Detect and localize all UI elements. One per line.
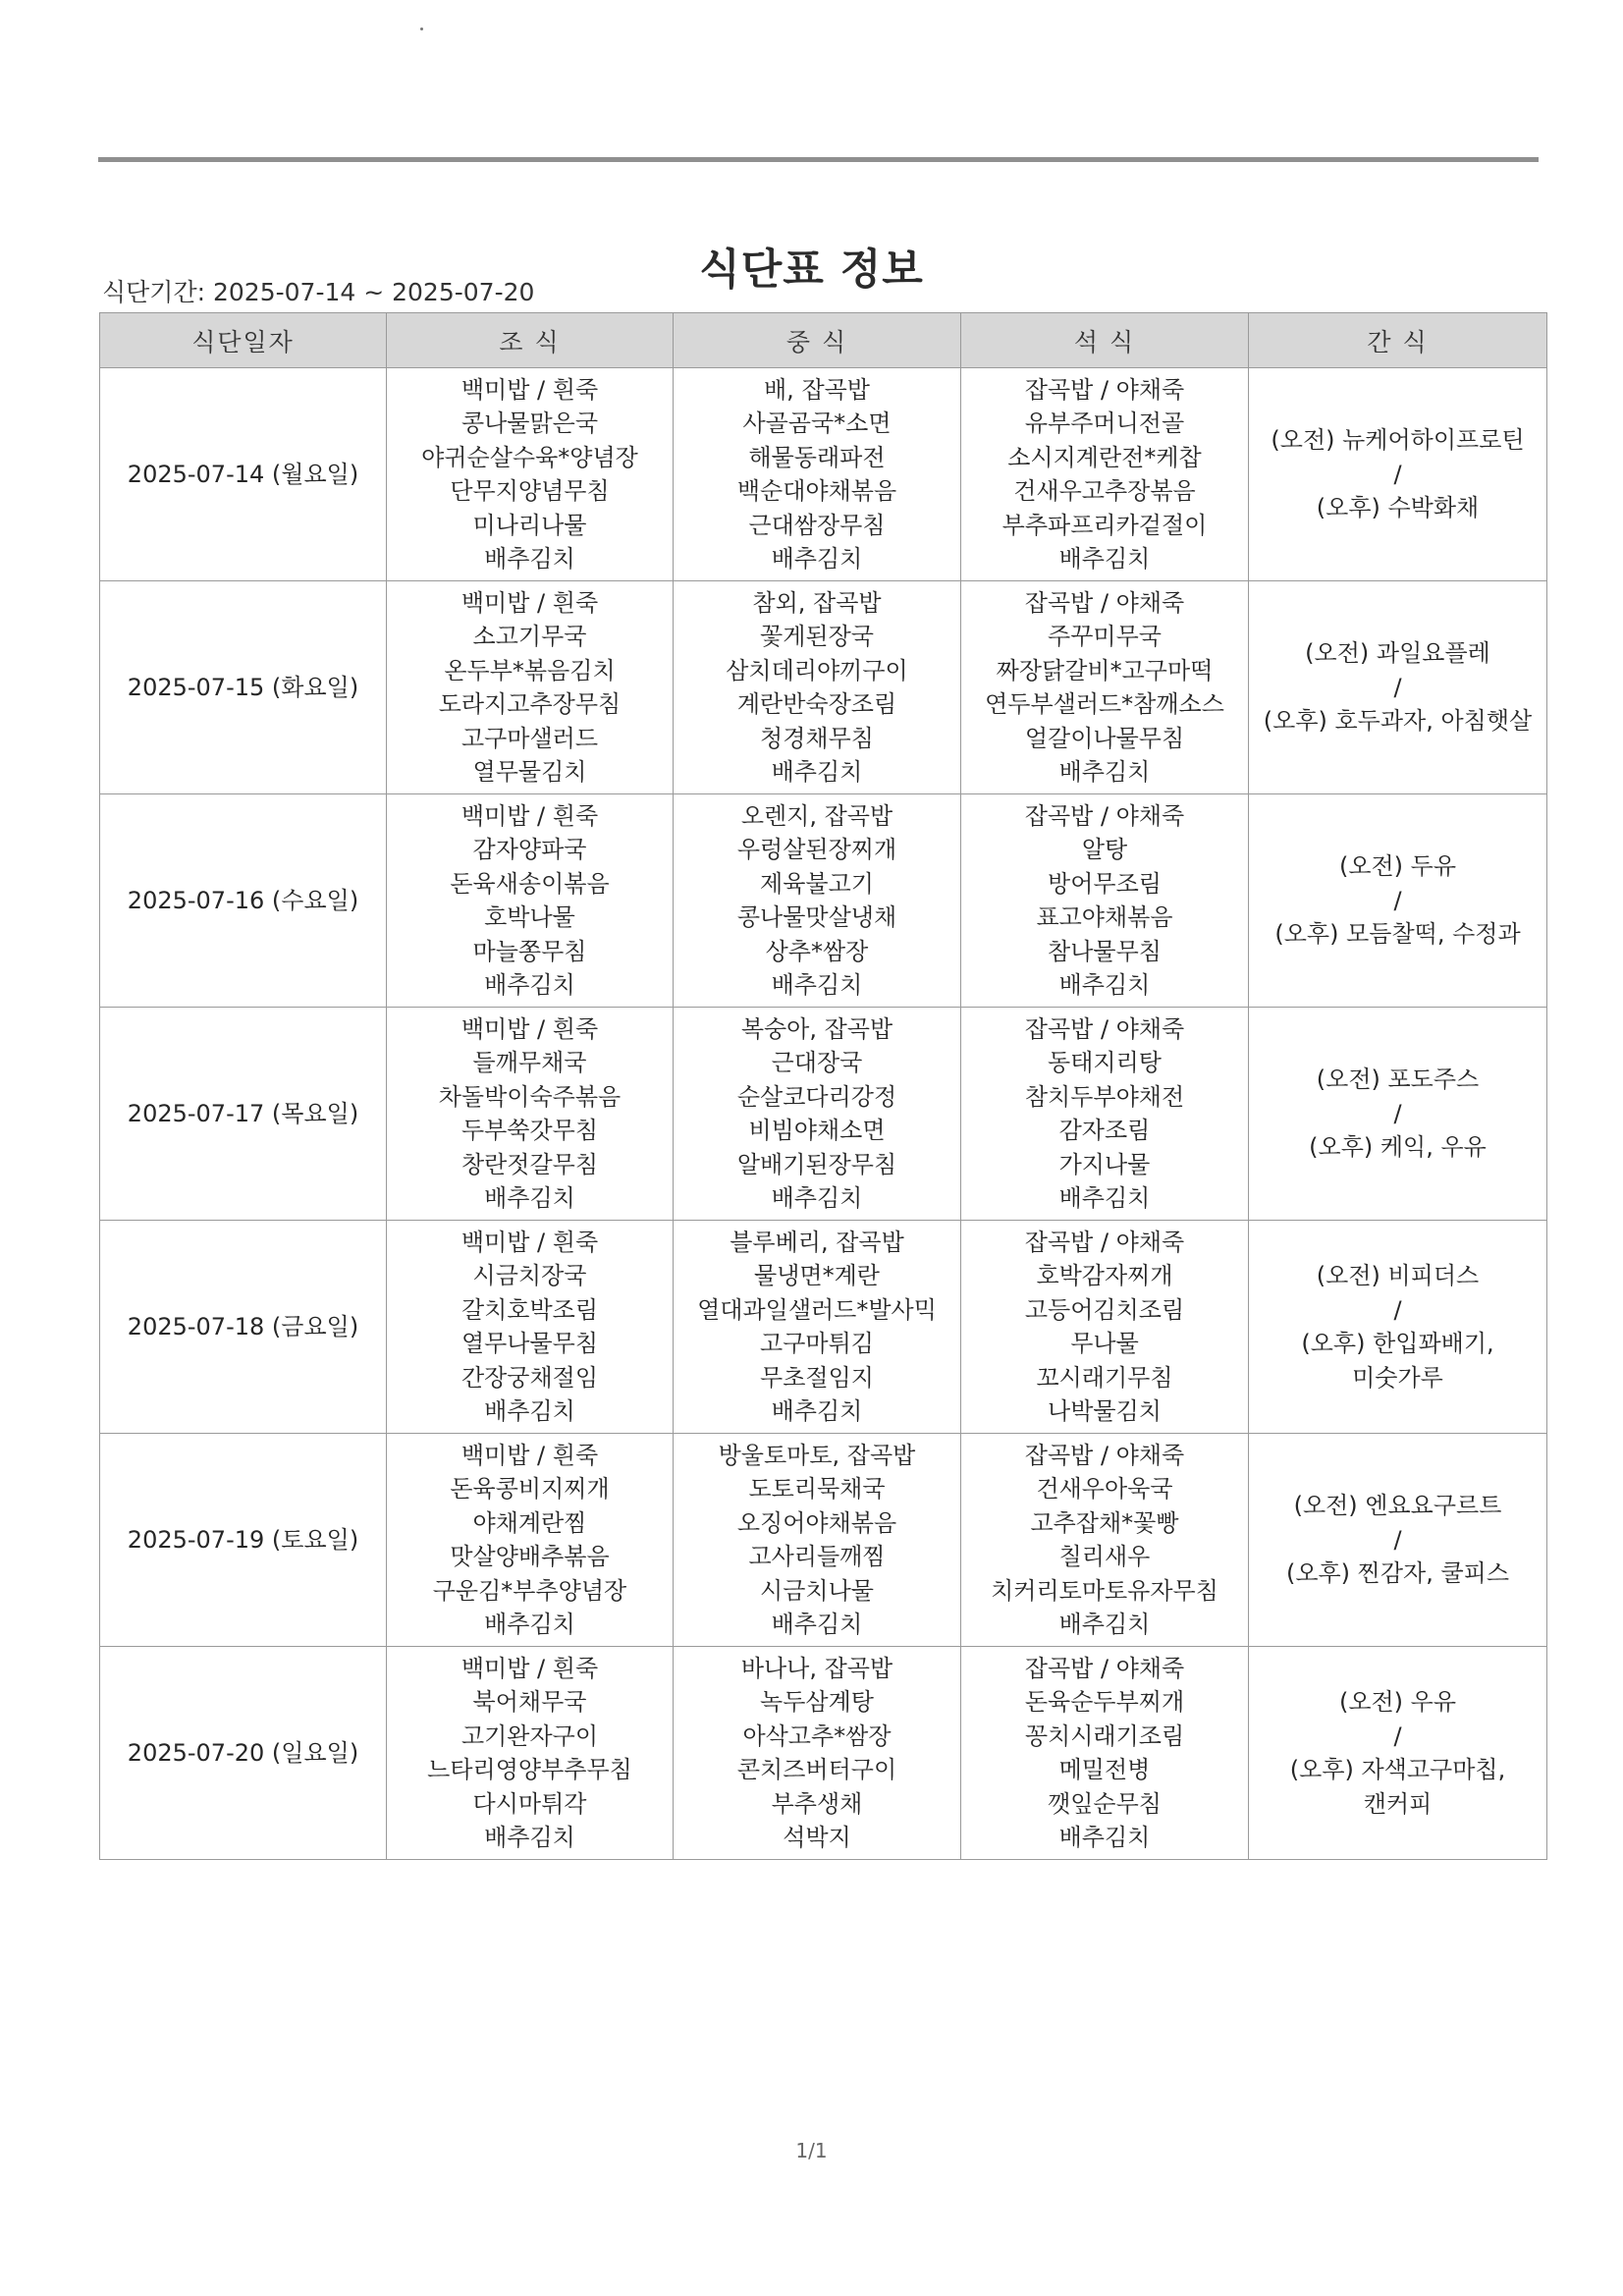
menu-item: 감자조림 <box>1058 1117 1151 1144</box>
snack-column-header: 간 식 <box>1249 313 1547 368</box>
snack-cell <box>1249 1647 1547 1860</box>
snack-item: (오전) 두유 <box>1338 852 1457 881</box>
menu-item: 배, 잡곡밥 <box>764 375 870 404</box>
date-cell: 2025-07-14 (월요일) <box>100 368 387 581</box>
menu-item: 건새우고추장볶음 <box>1013 477 1196 505</box>
menu-item: 배추김치 <box>1058 758 1151 786</box>
lunch-cell <box>674 1647 961 1860</box>
snack-cell <box>1249 368 1547 581</box>
menu-item: 다시마튀각 <box>472 1789 587 1818</box>
table-header-row <box>100 313 1547 368</box>
meal-period-range: 2025-07-14 ~ 2025-07-20 <box>212 278 535 306</box>
menu-item: 백미밥 / 흰죽 <box>460 801 599 830</box>
table-row <box>100 794 1547 1008</box>
snack-item: 캔커피 <box>1363 1789 1433 1818</box>
breakfast-cell <box>387 1434 674 1647</box>
date-cell: 2025-07-16 (수요일) <box>100 794 387 1008</box>
menu-item: 시금치장국 <box>472 1262 587 1289</box>
menu-item: 동태지리탕 <box>1048 1049 1162 1076</box>
menu-item: 무초절임지 <box>760 1363 874 1392</box>
top-divider <box>98 157 1539 162</box>
menu-item: 도라지고추장무침 <box>438 690 622 718</box>
menu-item: 계란반숙장조림 <box>736 690 897 718</box>
dinner-cell <box>961 581 1249 794</box>
snack-item: (오전) 뉴케어하이프로틴 <box>1271 426 1525 455</box>
menu-item: 돈육순두부찌개 <box>1024 1688 1185 1716</box>
menu-item: 방울토마토, 잡곡밥 <box>718 1441 916 1469</box>
page-number: 1/1 <box>795 2139 828 2162</box>
breakfast-cell <box>387 1647 674 1860</box>
menu-item: 알배기된장무침 <box>736 1150 897 1178</box>
table-row <box>100 1434 1547 1647</box>
meal-table-body <box>100 368 1547 1860</box>
menu-item: 맛살양배추볶음 <box>450 1543 610 1570</box>
breakfast-cell <box>387 368 674 581</box>
menu-item: 오렌지, 잡곡밥 <box>740 801 893 830</box>
menu-item: 꼬시래기무침 <box>1036 1363 1173 1392</box>
menu-item: 감자양파국 <box>472 836 587 863</box>
lunch-cell <box>674 1434 961 1647</box>
snack-cell <box>1249 581 1547 794</box>
menu-item: 백미밥 / 흰죽 <box>460 1441 599 1469</box>
menu-item: 부추파프리카겉절이 <box>1001 511 1208 539</box>
menu-item: 잡곡밥 / 야채죽 <box>1024 375 1185 404</box>
menu-item: 소고기무국 <box>472 623 587 650</box>
menu-item: 잡곡밥 / 야채죽 <box>1024 1654 1185 1682</box>
menu-item: 칠리새우 <box>1058 1543 1151 1570</box>
lunch-cell <box>674 794 961 1008</box>
breakfast-cell <box>387 794 674 1008</box>
snack-item: (오전) 우유 <box>1338 1688 1457 1716</box>
dinner-column-header: 석 식 <box>961 313 1249 368</box>
lunch-cell <box>674 1008 961 1221</box>
table-row <box>100 1008 1547 1221</box>
menu-item: 배추김치 <box>1058 545 1151 573</box>
menu-item: 배추김치 <box>1058 1824 1151 1851</box>
menu-item: 해물동래파전 <box>748 443 886 471</box>
lunch-cell <box>674 1221 961 1434</box>
menu-item: 배추김치 <box>484 1611 575 1638</box>
menu-item: 배추김치 <box>771 971 863 999</box>
dinner-cell <box>961 368 1249 581</box>
date-cell: 2025-07-15 (화요일) <box>100 581 387 794</box>
menu-item: 표고야채볶음 <box>1036 903 1173 931</box>
menu-item: 야귀순살수육*양념장 <box>421 443 638 471</box>
menu-item: 차돌박이숙주볶음 <box>438 1082 622 1111</box>
menu-item: 꽁치시래기조림 <box>1024 1722 1185 1750</box>
menu-item: 배추김치 <box>484 545 575 573</box>
menu-item: 사골곰국*소면 <box>742 410 892 437</box>
menu-item: 블루베리, 잡곡밥 <box>730 1228 904 1256</box>
menu-item: 단무지양념무침 <box>450 477 610 505</box>
date-cell: 2025-07-20 (일요일) <box>100 1647 387 1860</box>
menu-item: 잡곡밥 / 야채죽 <box>1024 1228 1185 1256</box>
snack-item: (오후) 모듬찰떡, 수정과 <box>1274 920 1521 949</box>
menu-item: 청경채무침 <box>760 724 874 752</box>
snack-item: (오전) 엔요요구르트 <box>1293 1492 1502 1520</box>
menu-item: 방어무조림 <box>1048 869 1162 898</box>
menu-item: 고구마튀김 <box>760 1330 874 1357</box>
breakfast-cell <box>387 1221 674 1434</box>
menu-item: 갈치호박조림 <box>460 1295 599 1324</box>
menu-item: 고등어김치조림 <box>1024 1295 1185 1324</box>
menu-item: 치커리토마토유자무침 <box>991 1576 1218 1605</box>
menu-item: 잡곡밥 / 야채죽 <box>1024 801 1185 830</box>
menu-item: 도토리묵채국 <box>748 1475 886 1503</box>
menu-item: 창란젓갈무침 <box>460 1150 599 1178</box>
menu-item: 건새우아욱국 <box>1036 1475 1173 1503</box>
menu-item: 깻잎순무침 <box>1048 1789 1162 1818</box>
snack-separator: / <box>1393 1295 1402 1324</box>
menu-item: 상추*쌈장 <box>765 937 869 965</box>
menu-item: 배추김치 <box>484 1824 575 1851</box>
lunch-column-header: 중 식 <box>674 313 961 368</box>
snack-cell <box>1249 1434 1547 1647</box>
menu-item: 나박물김치 <box>1048 1397 1162 1425</box>
date-column-header: 식단일자 <box>100 313 387 368</box>
menu-item: 근대쌈장무침 <box>748 511 886 539</box>
menu-item: 배추김치 <box>484 1397 575 1425</box>
menu-item: 참치두부야채전 <box>1024 1082 1185 1111</box>
snack-separator: / <box>1393 1525 1402 1554</box>
meal-table <box>99 312 1547 1860</box>
menu-item: 콩나물맑은국 <box>460 410 599 437</box>
dinner-cell <box>961 1008 1249 1221</box>
snack-item: (오후) 찐감자, 쿨피스 <box>1285 1559 1510 1588</box>
snack-separator: / <box>1393 1722 1402 1750</box>
snack-item: (오후) 수박화채 <box>1316 494 1480 522</box>
menu-item: 무나물 <box>1070 1330 1139 1357</box>
lunch-cell <box>674 581 961 794</box>
snack-cell <box>1249 1221 1547 1434</box>
menu-item: 북어채무국 <box>472 1688 587 1716</box>
menu-item: 백미밥 / 흰죽 <box>460 375 599 404</box>
menu-item: 들깨무채국 <box>472 1049 587 1076</box>
snack-separator: / <box>1393 673 1402 701</box>
lunch-cell <box>674 368 961 581</box>
menu-item: 고사리들깨찜 <box>748 1543 886 1570</box>
menu-item: 두부쑥갓무침 <box>460 1117 599 1144</box>
menu-item: 우렁살된장찌개 <box>736 836 897 863</box>
menu-item: 백미밥 / 흰죽 <box>460 1654 599 1682</box>
menu-item: 유부주머니전골 <box>1024 410 1185 437</box>
menu-item: 배추김치 <box>1058 971 1151 999</box>
menu-item: 짜장닭갈비*고구마떡 <box>996 656 1214 684</box>
snack-item: (오후) 호두과자, 아침햇살 <box>1263 707 1533 736</box>
snack-item: (오전) 비피더스 <box>1316 1262 1480 1289</box>
menu-item: 돈육콩비지찌개 <box>450 1475 610 1503</box>
menu-item: 콩나물맛살냉채 <box>736 903 897 931</box>
snack-item: 미숫가루 <box>1352 1363 1443 1392</box>
menu-item: 호박나물 <box>484 903 575 931</box>
page-title: 식단표 정보 <box>699 245 924 295</box>
breakfast-cell <box>387 1008 674 1221</box>
menu-item: 배추김치 <box>1058 1184 1151 1212</box>
snack-cell <box>1249 1008 1547 1221</box>
menu-item: 느타리영양부추무침 <box>427 1756 632 1783</box>
menu-item: 잡곡밥 / 야채죽 <box>1024 588 1185 617</box>
menu-item: 돈육새송이볶음 <box>450 869 610 898</box>
menu-item: 배추김치 <box>1058 1611 1151 1638</box>
menu-item: 콘치즈버터구이 <box>736 1756 897 1783</box>
menu-item: 시금치나물 <box>760 1576 874 1605</box>
snack-separator: / <box>1393 886 1402 914</box>
date-cell: 2025-07-19 (토요일) <box>100 1434 387 1647</box>
menu-item: 야채계란찜 <box>472 1508 587 1537</box>
menu-item: 부추생채 <box>771 1789 863 1818</box>
menu-item: 배추김치 <box>771 1184 863 1212</box>
menu-item: 삼치데리야끼구이 <box>726 656 908 684</box>
menu-item: 배추김치 <box>771 1611 863 1638</box>
snack-item: (오후) 케익, 우유 <box>1309 1133 1487 1162</box>
menu-item: 배추김치 <box>771 1397 863 1425</box>
snack-separator: / <box>1393 1099 1402 1127</box>
menu-item: 고구마샐러드 <box>460 724 599 752</box>
menu-item: 오징어야채볶음 <box>736 1508 897 1537</box>
menu-item: 참외, 잡곡밥 <box>752 588 882 617</box>
menu-item: 고기완자구이 <box>460 1722 599 1750</box>
menu-item: 비빔야채소면 <box>748 1117 886 1144</box>
menu-item: 잡곡밥 / 야채죽 <box>1024 1014 1185 1043</box>
snack-item: (오후) 자색고구마칩, <box>1289 1756 1506 1783</box>
menu-item: 소시지계란전*케찹 <box>1007 443 1202 471</box>
menu-item: 백미밥 / 흰죽 <box>460 1228 599 1256</box>
menu-item: 온두부*볶음김치 <box>444 656 616 684</box>
menu-item: 아삭고추*쌈장 <box>742 1722 892 1750</box>
snack-cell <box>1249 794 1547 1008</box>
menu-item: 근대장국 <box>771 1049 863 1076</box>
menu-item: 참나물무침 <box>1048 937 1162 965</box>
snack-item: (오전) 포도주스 <box>1316 1066 1480 1094</box>
menu-item: 백미밥 / 흰죽 <box>460 588 599 617</box>
menu-item: 배추김치 <box>771 545 863 573</box>
dinner-cell <box>961 1434 1249 1647</box>
table-row <box>100 581 1547 794</box>
menu-item: 백순대야채볶음 <box>736 477 897 505</box>
snack-item: (오후) 한입꽈배기, <box>1301 1330 1494 1357</box>
menu-item: 배추김치 <box>484 1184 575 1212</box>
menu-item: 제육불고기 <box>760 869 874 898</box>
menu-item: 잡곡밥 / 야채죽 <box>1024 1441 1185 1469</box>
menu-item: 꽃게된장국 <box>760 623 874 650</box>
menu-item: 고추잡채*꽃빵 <box>1030 1508 1179 1537</box>
menu-item: 순살코다리강정 <box>736 1082 897 1111</box>
date-cell: 2025-07-18 (금요일) <box>100 1221 387 1434</box>
menu-item: 복숭아, 잡곡밥 <box>740 1014 893 1043</box>
menu-item: 메밀전병 <box>1058 1756 1151 1783</box>
dinner-cell <box>961 794 1249 1008</box>
breakfast-cell <box>387 581 674 794</box>
menu-item: 미나리나물 <box>472 511 587 539</box>
menu-item: 배추김치 <box>484 971 575 999</box>
menu-item: 백미밥 / 흰죽 <box>460 1014 599 1043</box>
menu-item: 물냉면*계란 <box>754 1262 880 1289</box>
scan-speck <box>420 27 423 30</box>
menu-item: 석박지 <box>783 1824 851 1851</box>
snack-separator: / <box>1393 460 1402 488</box>
menu-item: 녹두삼계탕 <box>760 1688 874 1716</box>
menu-item: 바나나, 잡곡밥 <box>740 1654 893 1682</box>
menu-item: 열대과일샐러드*발사믹 <box>697 1295 937 1324</box>
meal-period <box>102 273 534 308</box>
menu-item: 가지나물 <box>1058 1150 1151 1178</box>
menu-item: 마늘쫑무침 <box>472 937 587 965</box>
table-row <box>100 1221 1547 1434</box>
dinner-cell <box>961 1221 1249 1434</box>
snack-item: (오전) 과일요플레 <box>1305 639 1490 668</box>
date-cell: 2025-07-17 (목요일) <box>100 1008 387 1221</box>
breakfast-column-header: 조 식 <box>387 313 674 368</box>
menu-item: 열무나물무침 <box>460 1330 599 1357</box>
menu-item: 주꾸미무국 <box>1048 623 1162 650</box>
table-row <box>100 1647 1547 1860</box>
menu-item: 호박감자찌개 <box>1036 1262 1173 1289</box>
menu-item: 배추김치 <box>771 758 863 786</box>
meal-period-label: 식단기간: <box>102 278 206 306</box>
menu-item: 간장궁채절임 <box>460 1363 599 1392</box>
menu-item: 알탕 <box>1081 836 1128 863</box>
menu-item: 얼갈이나물무침 <box>1024 724 1185 752</box>
menu-item: 연두부샐러드*참깨소스 <box>985 690 1224 718</box>
dinner-cell <box>961 1647 1249 1860</box>
menu-item: 구운김*부추양념장 <box>432 1576 627 1605</box>
table-row <box>100 368 1547 581</box>
menu-item: 열무물김치 <box>472 758 587 786</box>
